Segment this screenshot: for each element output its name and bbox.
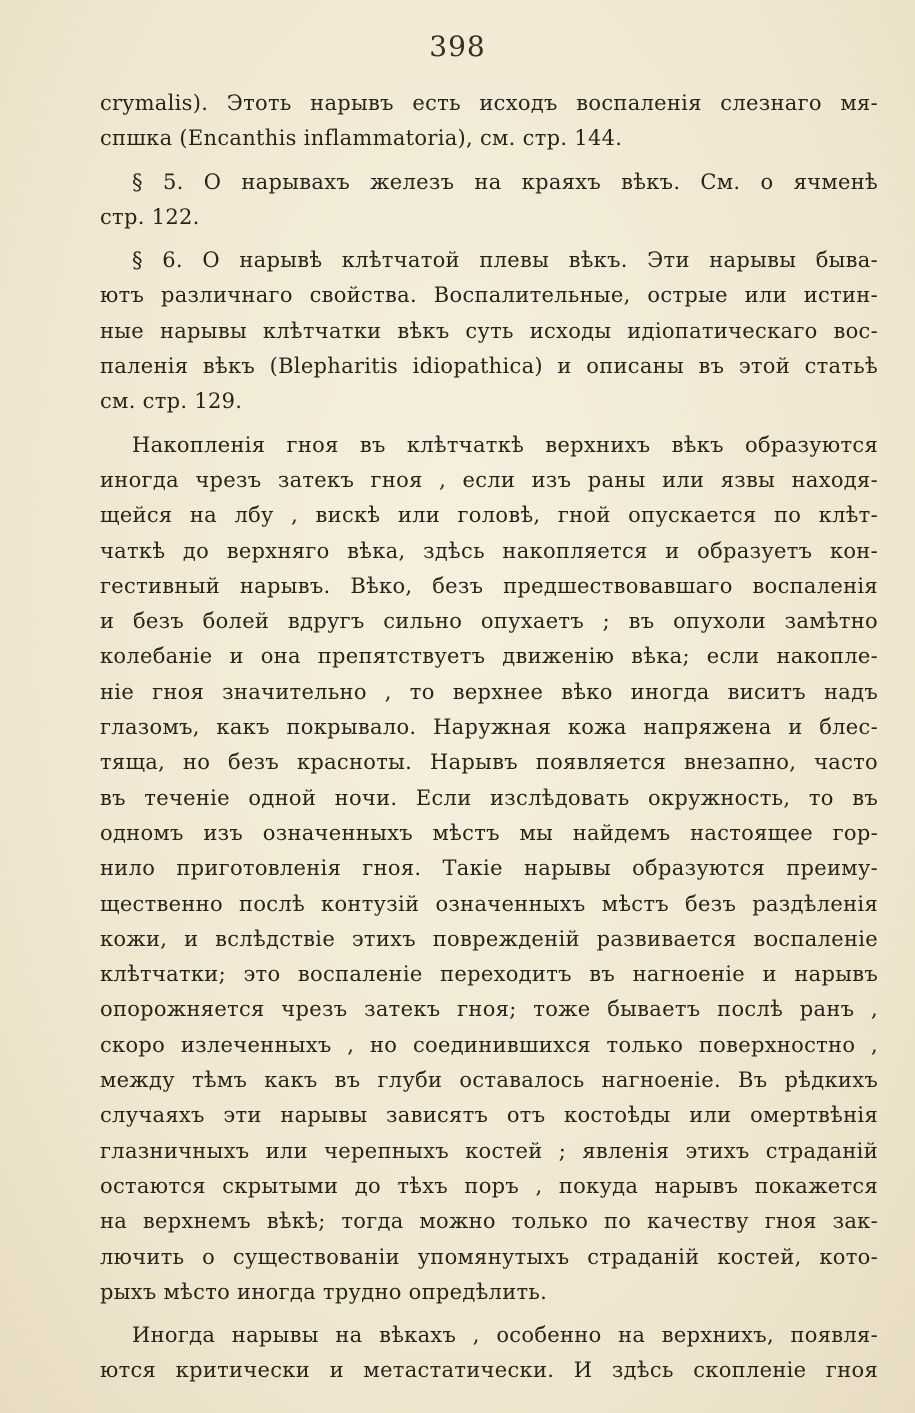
text-line: иногда чрезъ затекъ гноя , если изъ раны или язвы находя- (100, 467, 878, 492)
text-line: клѣтчатки; это воспаленіе переходитъ въ нагноеніе и нарывъ (100, 962, 878, 987)
text-line: нило приготовленія гноя. Такіе нарывы образуются преиму- (100, 856, 878, 881)
text-line: лючить о существованіи упомянутыхъ страданій костей, кото- (100, 1244, 878, 1269)
page-number: 398 (429, 30, 486, 63)
text-line: глазничныхъ или черепныхъ костей ; явленія этихъ страданій (100, 1138, 878, 1163)
text-line: Накопленія гноя въ клѣтчаткѣ верхнихъ вѣкъ образуются (132, 432, 878, 457)
text-line: кожи, и вслѣдствіе этихъ поврежденій развивается воспаленіе (100, 926, 878, 951)
text-line: см. стр. 129. (100, 389, 243, 414)
text-line: и безъ болей вдругъ сильно опухаетъ ; въ опухоли замѣтно (100, 609, 878, 634)
text-line: спшка (Encanthis inflammatoria), см. стр. 144. (100, 126, 623, 151)
text-line: скоро излеченныхъ , но соединившихся только поверхностно , (100, 1032, 878, 1057)
text-line: стр. 122. (100, 204, 200, 229)
text-line: чаткѣ до верхняго вѣка, здѣсь накопляется и образуетъ кон- (100, 538, 878, 563)
text-line: гестивный нарывъ. Вѣко, безъ предшествовавшаго воспаленія (100, 573, 878, 598)
text-line: одномъ изъ означенныхъ мѣстъ мы найдемъ настоящее гор- (100, 820, 878, 845)
text-line: crymalis). Этоть нарывъ есть исходъ воспаленія слезнаго мя- (100, 91, 878, 115)
text-line: рыхъ мѣсто иногда трудно опредѣлить. (100, 1279, 548, 1304)
paragraph-gap (100, 1310, 878, 1318)
text-line: между тѣмъ какъ въ глуби оставалось нагноеніе. Въ рѣдкихъ (100, 1068, 878, 1093)
text-line: тяща, но безъ красноты. Нарывъ появляется внезапно, часто (100, 750, 878, 775)
paragraph-gap (100, 235, 878, 243)
text-line: паленія вѣкъ (Blepharitis idiopathica) и описаны въ этой статьѣ (100, 354, 878, 379)
text-line: Иногда нарывы на вѣкахъ , особенно на верхнихъ, появля- (132, 1323, 878, 1348)
paragraph-gap (100, 157, 878, 165)
text-line: случаяхъ эти нарывы зависятъ отъ костоѣды или омертвѣнія (100, 1103, 878, 1128)
text-line: щейся на лбу , вискѣ или головѣ, гной опускается по клѣт- (100, 503, 878, 528)
body-text (100, 86, 878, 1389)
text-line: остаются скрытыми до тѣхъ поръ , покуда нарывъ покажется (100, 1173, 878, 1198)
text-line: § 6. О нарывѣ клѣтчатой плевы вѣкъ. Эти нарывы быва- (132, 248, 878, 273)
text-line: ніе гноя значительно , то верхнее вѣко иногда виситъ надъ (100, 679, 878, 704)
text-line: ются критически и метастатически. И здѣсь скопленіе гноя (100, 1358, 878, 1383)
text-line: на верхнемъ вѣкѣ; тогда можно только по качеству гноя зак- (100, 1209, 878, 1234)
text-line: въ теченіе одной ночи. Если изслѣдовать окружность, то въ (100, 785, 878, 810)
text-line: щественно послѣ контузій означенныхъ мѣстъ безъ раздѣленія (100, 891, 878, 916)
paragraph-gap (100, 420, 878, 428)
text-line: ные нарывы клѣтчатки вѣкъ суть исходы идіопатическаго вос- (100, 318, 878, 343)
text-line: ютъ различнаго свойства. Воспалительные, острые или истин- (100, 283, 878, 308)
text-line: § 5. О нарывахъ железъ на краяхъ вѣкъ. См. о ячменѣ (132, 169, 878, 194)
text-line: колебаніе и она препятствуетъ движенію вѣка; если накопле- (100, 644, 878, 669)
text-line: опорожняется чрезъ затекъ гноя; тоже бываетъ послѣ ранъ , (100, 997, 878, 1022)
text-line: глазомъ, какъ покрывало. Наружная кожа напряжена и блес- (100, 715, 878, 740)
